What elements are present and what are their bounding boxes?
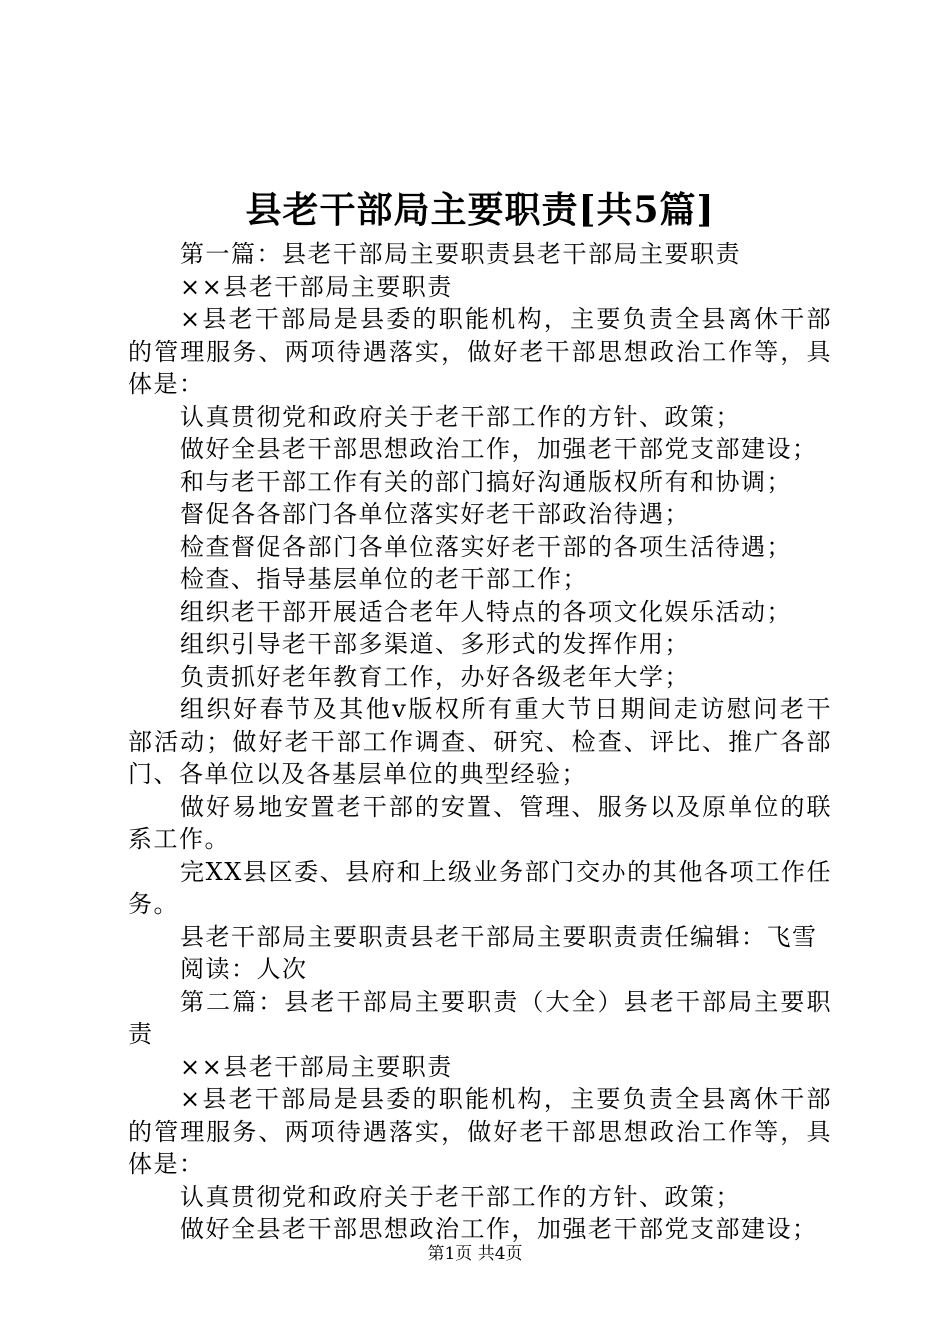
page-footer [0, 1242, 950, 1266]
document-title: 县老干部局主要职责[共5篇] [245, 189, 715, 231]
paragraph: ××县老干部局主要职责 [180, 272, 453, 301]
paragraph: 做好全县老干部思想政治工作，加强老干部党支部建设； [180, 435, 818, 463]
paragraph: 认真贯彻党和政府关于老干部工作的方针、政策； [180, 402, 741, 431]
paragraph: 阅读：人次 [180, 955, 308, 983]
paragraph: 和与老干部工作有关的部门搞好沟通版权所有和协调； [180, 467, 792, 496]
paragraph: 督促各各部门各单位落实好老干部政治待遇； [180, 500, 690, 528]
paragraph: 组织引导老干部多渠道、多形式的发挥作用； [180, 630, 690, 658]
paragraph: ×县老干部局是县委的职能机构，主要负责全县离休干部的管理服务、两项待遇落实，做好老干部思想政治工作等，具体是： [128, 305, 832, 398]
paragraph: 做好全县老干部思想政治工作，加强老干部党支部建设； [180, 1215, 818, 1243]
paragraph: 检查督促各部门各单位落实好老干部的各项生活待遇； [180, 532, 792, 561]
paragraph: 组织好春节及其他v版权所有重大节日期间走访慰问老干部活动；做好老干部工作调查、研究、检查、评比、推广各部门、各单位以及各基层单位的典型经验； [128, 695, 832, 788]
page-number: 第1页 共4页 [427, 1244, 523, 1264]
paragraph: 检查、指导基层单位的老干部工作； [180, 565, 588, 593]
paragraph: 县老干部局主要职责县老干部局主要职责责任编辑：飞雪 [180, 922, 818, 951]
document-body [128, 182, 832, 1246]
paragraph: 第二篇：县老干部局主要职责（大全）县老干部局主要职责 [128, 987, 832, 1048]
paragraph: 做好易地安置老干部的安置、管理、服务以及原单位的联系工作。 [128, 792, 832, 853]
paragraph: 完XX县区委、县府和上级业务部门交办的其他各项工作任务。 [128, 857, 832, 918]
paragraph: 组织老干部开展适合老年人特点的各项文化娱乐活动； [180, 597, 792, 626]
paragraph: 认真贯彻党和政府关于老干部工作的方针、政策； [180, 1182, 741, 1211]
paragraph: 负责抓好老年教育工作，办好各级老年大学； [180, 662, 690, 691]
paragraph: 第一篇：县老干部局主要职责县老干部局主要职责 [180, 240, 741, 268]
paragraph: ×县老干部局是县委的职能机构，主要负责全县离休干部的管理服务、两项待遇落实，做好老干部思想政治工作等，具体是： [128, 1085, 832, 1178]
paragraph: ××县老干部局主要职责 [180, 1052, 453, 1081]
